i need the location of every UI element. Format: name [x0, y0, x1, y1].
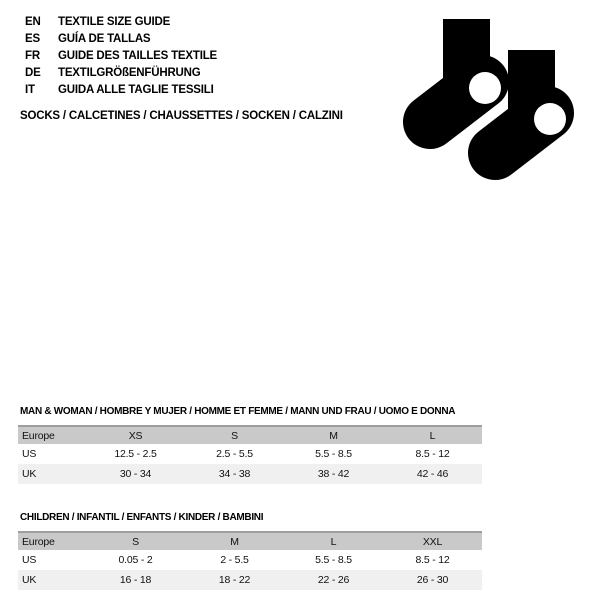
size-table — [18, 425, 482, 484]
region-cell: US — [22, 554, 37, 566]
size-cell: 2.5 - 5.5 — [216, 448, 253, 460]
size-cell: 42 - 46 — [416, 468, 449, 480]
category-title: SOCKS / CALCETINES / CHAUSSETTES / SOCKEN / CALZINI — [20, 110, 343, 122]
size-cell: 5.5 - 8.5 — [315, 554, 352, 566]
language-label: TEXTILE SIZE GUIDE — [58, 15, 171, 28]
table-header-row — [18, 426, 482, 444]
language-code: FR — [25, 49, 40, 62]
size-cell: 30 - 34 — [119, 468, 152, 480]
language-label: GUÍA DE TALLAS — [58, 32, 151, 45]
size-cell: 16 - 18 — [119, 574, 152, 586]
table-row — [18, 570, 482, 590]
language-row — [25, 13, 217, 30]
language-label: TEXTILGRÖßENFÜHRUNG — [58, 66, 201, 79]
region-cell: UK — [22, 574, 37, 586]
region-cell: US — [22, 448, 37, 460]
column-header: M — [230, 535, 239, 548]
language-row — [25, 81, 217, 98]
size-table-men-women — [18, 406, 482, 484]
column-header: S — [132, 535, 139, 548]
size-cell: 5.5 - 8.5 — [315, 448, 352, 460]
language-row — [25, 30, 217, 47]
language-code: EN — [25, 15, 41, 28]
language-code: IT — [25, 83, 35, 96]
size-cell: 8.5 - 12 — [415, 448, 450, 460]
size-cell: 34 - 38 — [218, 468, 251, 480]
size-cell: 38 - 42 — [317, 468, 350, 480]
language-label: GUIDA ALLE TAGLIE TESSILI — [58, 83, 214, 96]
language-label: GUIDE DES TAILLES TEXTILE — [58, 49, 217, 62]
column-header: M — [329, 429, 338, 442]
size-cell: 22 - 26 — [317, 574, 350, 586]
language-row — [25, 64, 217, 81]
socks-icon — [400, 0, 580, 190]
column-header: Europe — [22, 429, 55, 442]
language-code: DE — [25, 66, 41, 79]
column-header: S — [231, 429, 238, 442]
column-header: XXL — [422, 535, 443, 548]
column-header: L — [330, 535, 337, 548]
table-row — [18, 550, 482, 570]
language-row — [25, 47, 217, 64]
language-list — [25, 13, 217, 98]
size-table-children — [18, 512, 482, 590]
size-cell: 18 - 22 — [218, 574, 251, 586]
column-header: Europe — [22, 535, 55, 548]
sock-left — [430, 19, 501, 122]
column-header: L — [429, 429, 436, 442]
table-row — [18, 464, 482, 484]
sock-right — [495, 50, 566, 153]
region-cell: UK — [22, 468, 37, 480]
language-code: ES — [25, 32, 40, 45]
size-cell: 12.5 - 2.5 — [114, 448, 157, 460]
table-header-row — [18, 532, 482, 550]
size-table — [18, 531, 482, 590]
column-header: XS — [128, 429, 143, 442]
size-cell: 8.5 - 12 — [415, 554, 450, 566]
size-cell: 2 - 5.5 — [220, 554, 249, 566]
size-cell: 26 - 30 — [416, 574, 449, 586]
table-row — [18, 444, 482, 464]
size-cell: 0.05 - 2 — [118, 554, 153, 566]
table-title: CHILDREN / INFANTIL / ENFANTS / KINDER / BAMBINI — [20, 512, 264, 523]
table-title: MAN & WOMAN / HOMBRE Y MUJER / HOMME ET FEMME / MANN UND FRAU / UOMO E DONNA — [20, 406, 456, 417]
